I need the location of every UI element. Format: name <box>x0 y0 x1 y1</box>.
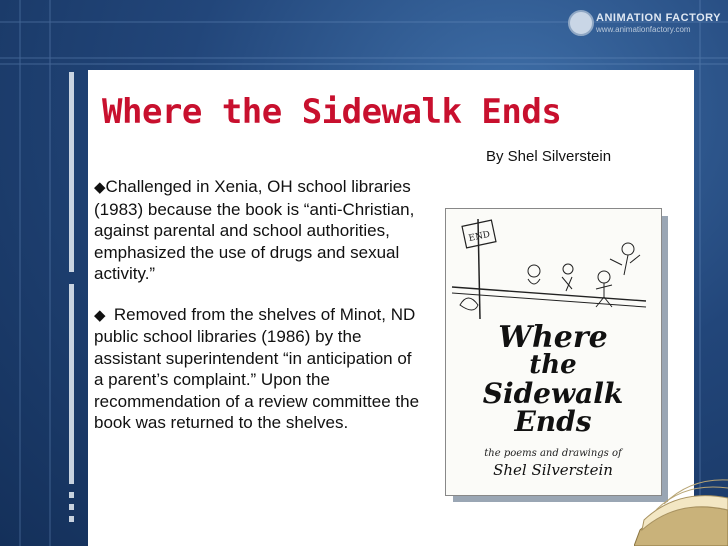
slide-author: By Shel Silverstein <box>486 148 612 165</box>
cover-title-line: Ends <box>514 405 592 438</box>
animation-factory-logo <box>568 10 722 36</box>
cover-subtitle: the poems and drawings of <box>484 448 622 459</box>
slide-panel <box>88 70 694 546</box>
bullet-list <box>94 176 420 453</box>
bullet-item <box>94 176 420 285</box>
diamond-bullet-icon: ◆ <box>94 306 114 324</box>
cover-sign-text: END <box>467 229 492 245</box>
cover-author: Shel Silverstein <box>493 461 613 479</box>
bullet-text: Removed from the shelves of Minot, ND public school libraries (1986) by the assistant superintendent “in anticipation of a parent’s complaint.” Upon the recommendation of a review committee the book was returned to the shelves. <box>94 304 420 432</box>
cover-title-line: Where <box>498 320 608 355</box>
cover-title-line: Sidewalk <box>482 377 624 410</box>
logo-name: ANIMATION FACTORY <box>596 12 722 24</box>
logo-url: www.animationfactory.com <box>596 25 691 34</box>
left-decoration <box>66 72 78 532</box>
diamond-bullet-icon: ◆ <box>94 179 106 196</box>
book-cover-illustration <box>446 209 661 495</box>
cover-title-line: the <box>529 350 577 380</box>
book-cover-image <box>445 208 662 496</box>
open-book-icon <box>634 370 728 546</box>
logo-mark-icon <box>568 10 594 36</box>
slide-title: Where the Sidewalk Ends <box>102 92 562 132</box>
bullet-item <box>94 304 420 434</box>
bullet-text: Challenged in Xenia, OH school libraries (1983) because the book is “anti-Christian, against parental and school authorities, emphasized the use of drugs and sexual activity.” <box>94 177 415 283</box>
